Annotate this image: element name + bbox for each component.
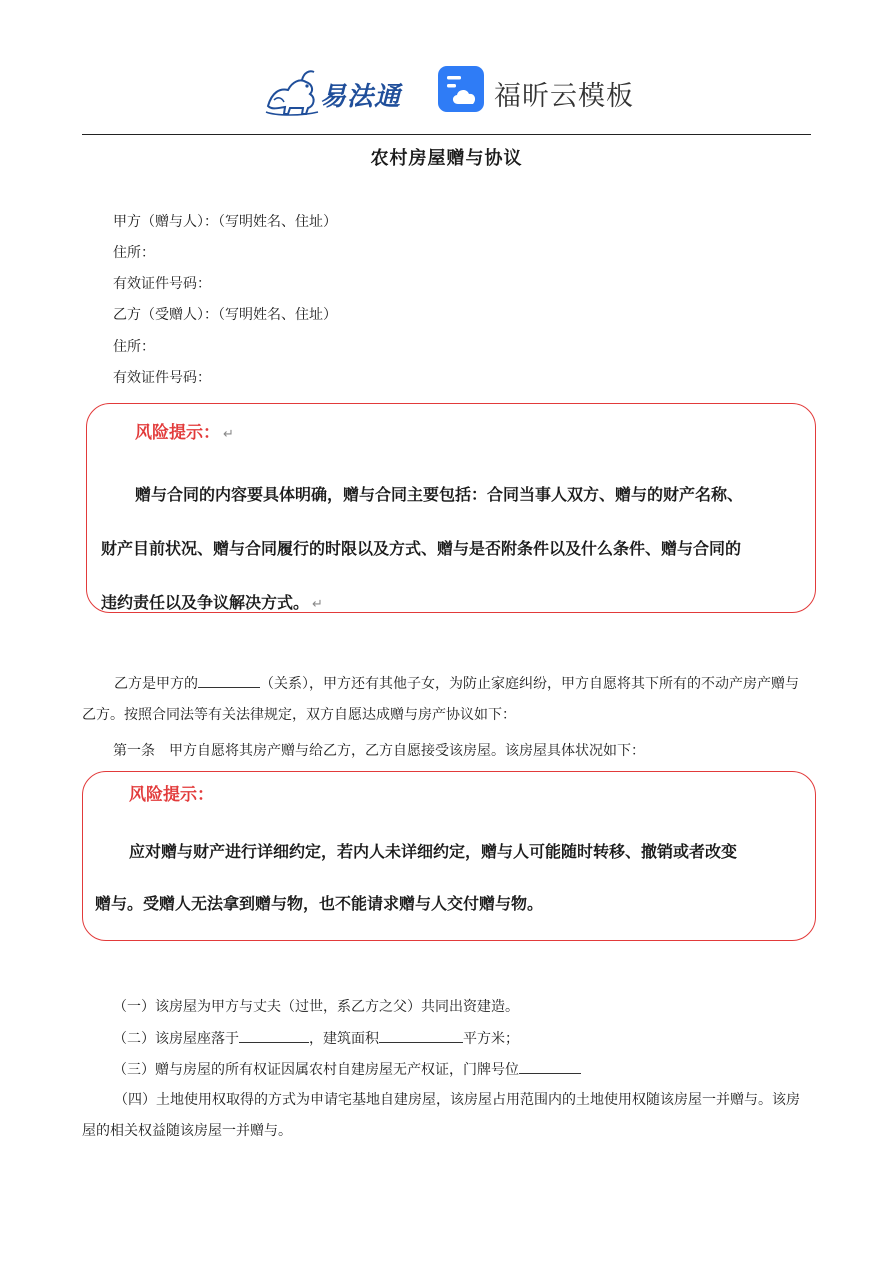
item-3: （三）赠与房屋的所有权证因属农村自建房屋无产权证，门牌号位 [113,1059,581,1080]
header-divider [82,134,811,135]
item-1: （一）该房屋为甲方与丈夫（过世，系乙方之父）共同出资建造。 [113,999,519,1015]
risk-notice-title-2: 风险提示： [129,785,214,805]
fuxin-brand-text: 福昕云模板 [494,81,634,112]
relation-blank [198,673,260,688]
party-b-id: 有效证件号码： [113,370,211,386]
party-a-address: 住所： [113,245,155,261]
risk-notice-body-1 [101,468,743,632]
risk2-line: 赠与。受赠人无法拿到赠与物，也不能请求赠与人交付赠与物。 [95,894,544,913]
risk1-line: 违约责任以及争议解决方式。 ↵ [101,593,323,612]
return-mark: ↵ [312,597,323,612]
page-header [0,58,893,122]
location-blank [239,1028,309,1043]
party-a-id: 有效证件号码： [113,276,211,292]
area-blank [379,1028,463,1043]
risk-notice-body-2 [95,826,737,930]
cloud-template-icon [436,64,486,114]
party-b-address: 住所： [113,339,155,355]
party-b-line: 乙方（受赠人）：（写明姓名、住址） [113,307,337,323]
intro-paragraph: 乙方是甲方的 （关系），甲方还有其他子女，为防止家庭纠纷，甲方自愿将其下所有的不动产房产赠与乙方。按照合同法等有关法律规定，双方自愿达成赠与房产协议如下： [82,669,812,731]
risk-notice-box-2 [82,771,816,941]
qilin-icon [262,62,322,118]
house-number-blank [519,1059,581,1074]
risk-notice-title-1: 风险提示： ↵ [135,423,234,443]
party-a-line: 甲方（赠与人）：（写明姓名、住址） [113,214,337,230]
document-title: 农村房屋赠与协议 [370,148,523,169]
risk1-line: 财产目前状况、赠与合同履行的时限以及方式、赠与是否附条件以及什么条件、赠与合同的 [101,539,742,558]
risk1-line: 赠与合同的内容要具体明确，赠与合同主要包括：合同当事人双方、赠与的财产名称、 [135,485,744,504]
risk-notice-box-1 [86,403,816,613]
risk2-line: 应对赠与财产进行详细约定，若内人未详细约定，赠与人可能随时转移、撤销或者改变 [129,842,738,861]
item-4: （四）土地使用权取得的方式为申请宅基地自建房屋，该房屋占用范围内的土地使用权随该房屋一并赠与。该房屋的相关权益随该房屋一并赠与。 [82,1092,800,1139]
yifatong-logo [262,62,412,118]
article-1: 第一条 甲方自愿将其房产赠与给乙方，乙方自愿接受该房屋。该房屋具体状况如下： [113,743,645,759]
yifatong-brand-text: 易法通 [320,82,402,112]
fuxin-logo [436,64,636,118]
return-mark: ↵ [223,427,234,442]
item-2: （二）该房屋座落于 ，建筑面积 平方米； [113,1028,519,1049]
